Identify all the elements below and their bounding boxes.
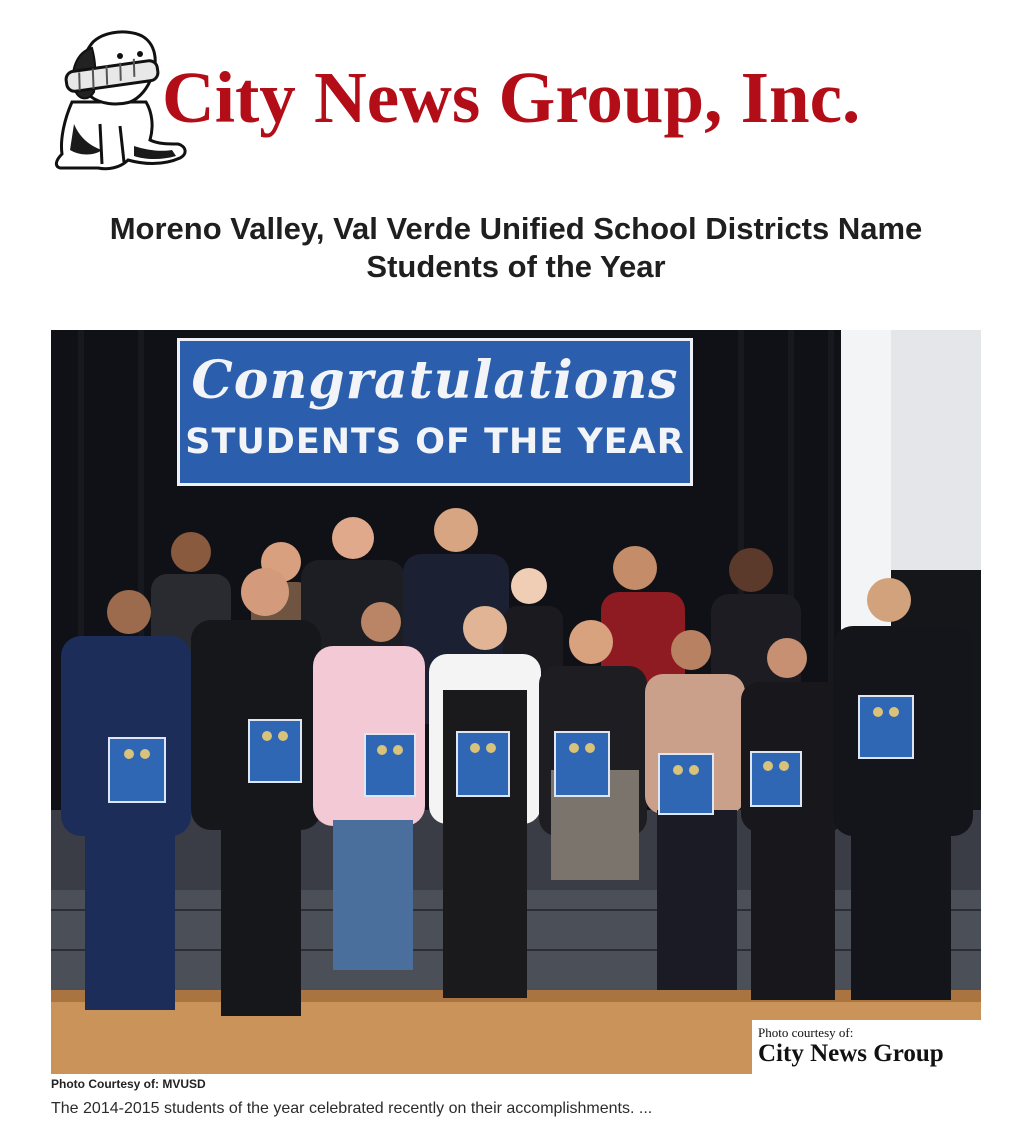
- article-summary: The 2014-2015 students of the year celebrated recently on their accomplishments. ...: [51, 1100, 653, 1117]
- article-photo: [51, 330, 981, 1074]
- photo-credit: Photo Courtesy of: MVUSD: [51, 1077, 206, 1091]
- photo-watermark: [752, 1020, 981, 1074]
- masthead: [50, 28, 980, 178]
- congratulations-banner: [177, 338, 693, 486]
- banner-caps-text: STUDENTS OF THE YEAR: [185, 422, 685, 462]
- banner-script-text: Congratulations: [191, 350, 679, 411]
- brand-name[interactable]: City News Group, Inc.: [162, 57, 861, 138]
- article-headline: Moreno Valley, Val Verde Unified School Districts Name Students of the Year: [109, 211, 923, 284]
- watermark-line2: City News Group: [758, 1040, 944, 1067]
- watermark-line1: Photo courtesy of:: [758, 1025, 854, 1040]
